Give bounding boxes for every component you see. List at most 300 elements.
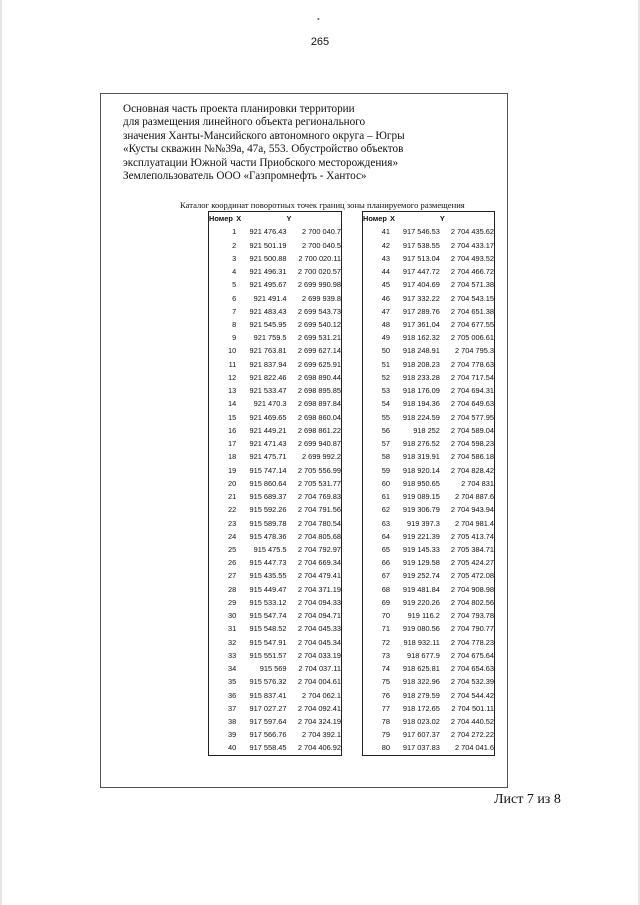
x-coordinate: 915 569 [259, 664, 287, 674]
table-row [209, 583, 342, 596]
table-row [209, 675, 342, 688]
y-coordinate: 2 699 992.2 [301, 452, 341, 462]
point-number: 54 [381, 399, 391, 409]
point-number: 76 [381, 690, 391, 700]
point-number: 20 [228, 478, 237, 488]
table-row [363, 609, 495, 622]
point-number: 70 [381, 611, 391, 621]
y-coordinate: 2 699 543.73 [297, 306, 341, 316]
table-row [363, 662, 495, 675]
x-coordinate: 918 920.14 [402, 465, 440, 475]
x-coordinate: 921 533.47 [249, 386, 287, 396]
point-number: 68 [381, 584, 391, 594]
table-row [209, 278, 342, 291]
y-coordinate: 2 704 778.23 [450, 637, 494, 647]
y-coordinate: 2 704 694.31 [450, 386, 494, 396]
table-row [363, 728, 495, 741]
x-coordinate: 918 194.36 [402, 399, 440, 409]
x-coordinate: 915 478.36 [249, 531, 287, 541]
y-coordinate: 2 698 897.84 [297, 399, 341, 409]
x-coordinate: 915 860.64 [249, 478, 287, 488]
table-row [209, 516, 342, 529]
x-coordinate: 917 332.22 [402, 293, 440, 303]
x-coordinate: 918 248.91 [402, 346, 440, 356]
y-coordinate: 2 704 598.23 [450, 439, 494, 449]
table-row [363, 556, 495, 569]
y-coordinate: 2 704 392.1 [301, 730, 341, 740]
y-coordinate: 2 704 831 [461, 478, 494, 488]
point-number: 15 [228, 412, 237, 422]
point-number: 27 [228, 571, 237, 581]
y-coordinate: 2 704 501.11 [451, 703, 494, 713]
table-row [363, 675, 495, 688]
point-number: 73 [381, 650, 391, 660]
y-coordinate: 2 704 324.19 [297, 717, 341, 727]
table-row [363, 318, 495, 331]
point-number: 21 [228, 492, 237, 502]
x-coordinate: 921 475.71 [249, 452, 287, 462]
x-coordinate: 917 447.72 [402, 267, 440, 277]
point-number: 14 [228, 399, 237, 409]
y-coordinate: 2 699 625.91 [297, 359, 341, 369]
x-coordinate: 921 469.65 [249, 412, 287, 422]
table-row [209, 437, 342, 450]
point-number: 5 [232, 280, 237, 290]
y-coordinate: 2 705 472.08 [450, 571, 494, 581]
x-coordinate: 918 176.09 [402, 386, 440, 396]
table-row [209, 252, 342, 265]
table-row [209, 397, 342, 410]
y-coordinate: 2 704 092.41 [297, 703, 341, 713]
point-number: 2 [232, 240, 237, 250]
point-number: 34 [228, 664, 237, 674]
x-coordinate: 915 551.57 [249, 650, 287, 660]
x-coordinate: 915 747.14 [249, 465, 287, 475]
table-row [363, 450, 495, 463]
y-coordinate: 2 704 790.77 [450, 624, 494, 634]
y-coordinate: 2 699 531.21 [297, 333, 341, 343]
point-number: 49 [381, 333, 391, 343]
y-coordinate: 2 705 006.61 [450, 333, 494, 343]
table-row [209, 450, 342, 463]
table-row [209, 556, 342, 569]
point-number: 52 [381, 372, 391, 382]
table-row [363, 278, 495, 291]
table-row [209, 702, 342, 715]
y-coordinate: 2 704 571.38 [450, 280, 494, 290]
x-coordinate: 915 837.41 [249, 690, 287, 700]
y-coordinate: 2 704 033.19 [297, 650, 341, 660]
y-coordinate: 2 704 981.4 [454, 518, 494, 528]
x-coordinate: 921 483.43 [249, 306, 287, 316]
table-row [209, 649, 342, 662]
point-number: 32 [228, 637, 237, 647]
point-number: 10 [228, 346, 237, 356]
point-number: 64 [381, 531, 391, 541]
table-row [209, 728, 342, 741]
table-row [209, 530, 342, 543]
point-number: 69 [381, 597, 391, 607]
x-coordinate: 919 145.33 [402, 544, 440, 554]
y-coordinate: 2 704 045.34 [297, 637, 341, 647]
x-coordinate: 918 322.96 [402, 677, 440, 687]
table-row [363, 622, 495, 635]
table-row [209, 318, 342, 331]
y-coordinate: 2 704 887.6 [454, 492, 494, 502]
table-row [209, 596, 342, 609]
x-coordinate: 921 449.21 [249, 425, 287, 435]
point-number: 75 [381, 677, 391, 687]
table-row [209, 344, 342, 357]
table-row [363, 411, 495, 424]
y-coordinate: 2 704 795.3 [454, 346, 494, 356]
column-header-x: X [390, 214, 395, 224]
point-number: 3 [232, 253, 237, 263]
point-number: 45 [381, 280, 391, 290]
table-row [363, 702, 495, 715]
x-coordinate: 921 496.31 [249, 267, 287, 277]
x-coordinate: 921 837.94 [249, 359, 287, 369]
x-coordinate: 919 306.79 [402, 505, 440, 515]
y-coordinate: 2 699 540.12 [297, 319, 341, 329]
x-coordinate: 921 545.95 [249, 319, 287, 329]
x-coordinate: 918 279.59 [402, 690, 440, 700]
y-coordinate: 2 704 769.83 [297, 492, 341, 502]
x-coordinate: 917 037.83 [402, 743, 440, 753]
header-line: Землепользователь ООО «Газпромнефть - Хантос» [123, 170, 367, 183]
y-coordinate: 2 705 413.74 [450, 531, 494, 541]
y-coordinate: 2 704 479.41 [297, 571, 341, 581]
point-number: 24 [228, 531, 237, 541]
point-number: 80 [381, 743, 391, 753]
point-number: 59 [381, 465, 391, 475]
column-header-x: X [236, 214, 242, 224]
point-number: 41 [381, 227, 391, 237]
x-coordinate: 919 089.15 [402, 492, 440, 502]
point-number: 74 [381, 664, 391, 674]
x-coordinate: 918 023.02 [402, 717, 440, 727]
y-coordinate: 2 704 577.95 [450, 412, 494, 422]
y-coordinate: 2 704 586.18 [450, 452, 494, 462]
x-coordinate: 921 476.43 [249, 227, 287, 237]
table-row [363, 437, 495, 450]
table-row [209, 411, 342, 424]
point-number: 26 [228, 558, 237, 568]
table-row [209, 636, 342, 649]
point-number: 25 [228, 544, 237, 554]
x-coordinate: 918 162.32 [402, 333, 440, 343]
table-row [363, 371, 495, 384]
point-number: 13 [228, 386, 237, 396]
point-number: 65 [381, 544, 391, 554]
x-coordinate: 921 500.88 [249, 253, 287, 263]
x-coordinate: 921 470.3 [253, 399, 287, 409]
header-line: для размещения линейного объекта регионального [123, 116, 366, 129]
point-number: 28 [228, 584, 237, 594]
table-row [209, 662, 342, 675]
y-coordinate: 2 698 860.04 [297, 412, 341, 422]
table-row [209, 305, 342, 318]
y-coordinate: 2 704 802.56 [450, 597, 494, 607]
x-coordinate: 918 932.11 [403, 637, 440, 647]
x-coordinate: 915 447.73 [249, 558, 287, 568]
x-coordinate: 918 208.23 [402, 359, 440, 369]
table-row [363, 424, 495, 437]
sheet-label: Лист 7 из 8 [494, 792, 561, 807]
table-row [209, 622, 342, 635]
point-number: 11 [228, 359, 237, 369]
x-coordinate: 918 950.65 [402, 478, 440, 488]
y-coordinate: 2 704 045.33 [297, 624, 341, 634]
y-coordinate: 2 704 943.94 [450, 505, 494, 515]
y-coordinate: 2 705 424.27 [450, 558, 494, 568]
x-coordinate: 918 233.28 [402, 372, 440, 382]
left-scan-edge [0, 0, 2, 905]
point-number: 51 [381, 359, 391, 369]
point-number: 38 [228, 717, 237, 727]
x-coordinate: 919 221.39 [402, 531, 440, 541]
table-row [209, 291, 342, 304]
point-number: 60 [381, 478, 391, 488]
table-header-row [363, 212, 495, 226]
point-number: 22 [228, 505, 237, 515]
table-row [209, 609, 342, 622]
x-coordinate: 921 763.81 [249, 346, 287, 356]
table-row [363, 636, 495, 649]
x-coordinate: 919 129.58 [402, 558, 440, 568]
point-number: 72 [381, 637, 391, 647]
x-coordinate: 921 759.5 [253, 333, 287, 343]
x-coordinate: 918 172.65 [402, 703, 440, 713]
point-number: 66 [381, 558, 391, 568]
x-coordinate: 918 319.91 [402, 452, 440, 462]
point-number: 30 [228, 611, 237, 621]
header-line: значения Ханты-Мансийского автономного округа – Югры [123, 129, 405, 142]
y-coordinate: 2 704 544.42 [450, 690, 494, 700]
x-coordinate: 919 116.2 [407, 611, 440, 621]
point-number: 4 [232, 267, 237, 277]
y-coordinate: 2 704 791.56 [297, 505, 341, 515]
x-coordinate: 915 592.26 [249, 505, 287, 515]
point-number: 43 [381, 253, 391, 263]
table-row [209, 384, 342, 397]
point-number: 8 [232, 319, 237, 329]
x-coordinate: 915 547.74 [249, 611, 287, 621]
table-row [363, 344, 495, 357]
y-coordinate: 2 700 040.5 [301, 240, 341, 250]
point-number: 58 [381, 452, 391, 462]
x-coordinate: 915 475.5 [253, 544, 287, 554]
column-header-y: Y [286, 214, 292, 224]
table-row [363, 477, 495, 490]
y-coordinate: 2 704 433.17 [450, 240, 494, 250]
table-row [363, 543, 495, 556]
point-number: 19 [228, 465, 237, 475]
point-number: 50 [381, 346, 391, 356]
table-row [209, 331, 342, 344]
point-number: 56 [381, 425, 391, 435]
x-coordinate: 917 538.55 [402, 240, 440, 250]
table-row [363, 583, 495, 596]
table-row [209, 715, 342, 728]
page-number: 265 [310, 36, 330, 48]
point-number: 36 [228, 690, 237, 700]
x-coordinate: 915 449.47 [249, 584, 287, 594]
y-coordinate: 2 704 440.52 [450, 717, 494, 727]
table-row [209, 358, 342, 371]
table-row [209, 543, 342, 556]
y-coordinate: 2 704 793.78 [450, 611, 494, 621]
table-row [363, 688, 495, 701]
table-row [209, 490, 342, 503]
y-coordinate: 2 704 649.63 [450, 399, 494, 409]
y-coordinate: 2 699 990.98 [297, 280, 341, 290]
y-coordinate: 2 699 627.14 [297, 346, 341, 356]
header-line: Основная часть проекта планировки территории [123, 103, 355, 115]
y-coordinate: 2 704 717.54 [450, 372, 494, 382]
table-header-row [209, 212, 342, 226]
table-row [363, 741, 495, 755]
point-number: 61 [381, 492, 391, 502]
point-number: 47 [381, 306, 391, 316]
table-body-right [363, 225, 495, 755]
column-header-number: Номер [209, 214, 233, 224]
y-coordinate: 2 704 466.72 [450, 267, 494, 277]
y-coordinate: 2 698 895.85 [297, 386, 341, 396]
point-number: 12 [228, 372, 237, 382]
x-coordinate: 918 252 [413, 425, 440, 435]
x-coordinate: 921 501.19 [249, 240, 287, 250]
table-row [363, 291, 495, 304]
x-coordinate: 917 404.69 [402, 280, 440, 290]
x-coordinate: 917 558.45 [249, 743, 287, 753]
point-number: 57 [381, 439, 391, 449]
table-row [363, 530, 495, 543]
x-coordinate: 915 435.55 [249, 571, 287, 581]
point-number: 46 [381, 293, 391, 303]
point-number: 39 [228, 730, 237, 740]
y-coordinate: 2 704 654.63 [450, 664, 494, 674]
x-coordinate: 919 252.74 [402, 571, 440, 581]
y-coordinate: 2 704 677.55 [450, 319, 494, 329]
coordinates-table-right [362, 211, 495, 756]
document-header [123, 103, 453, 183]
table-row [209, 503, 342, 516]
x-coordinate: 917 566.76 [249, 730, 287, 740]
table-row [363, 715, 495, 728]
x-coordinate: 919 397.3 [407, 518, 440, 528]
table-row [363, 463, 495, 476]
table-row [363, 596, 495, 609]
table-row [363, 331, 495, 344]
y-coordinate: 2 704 493.52 [450, 253, 494, 263]
table-row [363, 503, 495, 516]
x-coordinate: 921 491.4 [253, 293, 287, 303]
column-header-y: Y [439, 214, 445, 224]
point-number: 77 [381, 703, 391, 713]
x-coordinate: 915 548.52 [249, 624, 287, 634]
point-number: 18 [228, 452, 237, 462]
point-number: 44 [381, 267, 391, 277]
table-row [209, 688, 342, 701]
table-row [209, 463, 342, 476]
y-coordinate: 2 705 556.99 [297, 465, 341, 475]
header-line: эксплуатации Южной части Приобского месторождения» [123, 156, 399, 169]
table-row [363, 516, 495, 529]
x-coordinate: 917 607.37 [402, 730, 440, 740]
x-coordinate: 918 224.59 [402, 412, 440, 422]
point-number: 29 [228, 597, 237, 607]
y-coordinate: 2 704 908.98 [450, 584, 494, 594]
x-coordinate: 921 471.43 [249, 439, 287, 449]
y-coordinate: 2 700 040.7 [301, 227, 341, 237]
y-coordinate: 2 704 272.22 [450, 730, 494, 740]
x-coordinate: 917 546.53 [402, 227, 440, 237]
point-number: 31 [228, 624, 237, 634]
x-coordinate: 921 822.46 [249, 372, 287, 382]
point-number: 17 [228, 439, 237, 449]
x-coordinate: 919 481.84 [402, 584, 440, 594]
y-coordinate: 2 698 890.44 [297, 372, 341, 382]
table-caption: Каталог координат поворотных точек границ зоны планируемого размещения [180, 200, 465, 210]
point-number: 71 [381, 624, 391, 634]
table-row [363, 252, 495, 265]
point-number: 37 [228, 703, 237, 713]
y-coordinate: 2 704 651.38 [450, 306, 494, 316]
x-coordinate: 917 597.64 [249, 717, 287, 727]
table-row [209, 477, 342, 490]
point-number: 40 [228, 743, 237, 753]
x-coordinate: 919 080.56 [402, 624, 440, 634]
table-row [363, 569, 495, 582]
point-number: 35 [228, 677, 237, 687]
table-row [209, 225, 342, 238]
point-number: 9 [232, 333, 237, 343]
point-number: 33 [228, 650, 237, 660]
y-coordinate: 2 700 020.57 [297, 267, 341, 277]
y-coordinate: 2 700 020.11 [298, 253, 341, 263]
x-coordinate: 919 220.26 [402, 597, 440, 607]
point-number: 42 [381, 240, 391, 250]
table-row [363, 225, 495, 238]
table-row [363, 490, 495, 503]
x-coordinate: 918 276.52 [402, 439, 440, 449]
y-coordinate: 2 704 094.33 [297, 597, 341, 607]
y-coordinate: 2 704 406.92 [297, 743, 341, 753]
table-row [363, 265, 495, 278]
y-coordinate: 2 704 543.15 [450, 293, 494, 303]
table-row [363, 305, 495, 318]
table-body-left [209, 225, 342, 755]
x-coordinate: 917 513.04 [402, 253, 440, 263]
table-row [363, 649, 495, 662]
point-number: 62 [381, 505, 391, 515]
point-number: 78 [381, 717, 391, 727]
y-coordinate: 2 705 384.71 [450, 544, 494, 554]
y-coordinate: 2 704 675.64 [450, 650, 494, 660]
table-row [209, 569, 342, 582]
x-coordinate: 915 589.78 [249, 518, 287, 528]
x-coordinate: 918 677.9 [407, 650, 440, 660]
table-row [209, 265, 342, 278]
point-number: 48 [381, 319, 391, 329]
x-coordinate: 917 361.04 [402, 319, 440, 329]
y-coordinate: 2 704 778.63 [450, 359, 494, 369]
y-coordinate: 2 704 532.39 [450, 677, 494, 687]
table-row [209, 371, 342, 384]
point-number: 1 [232, 227, 237, 237]
point-number: 79 [381, 730, 391, 740]
